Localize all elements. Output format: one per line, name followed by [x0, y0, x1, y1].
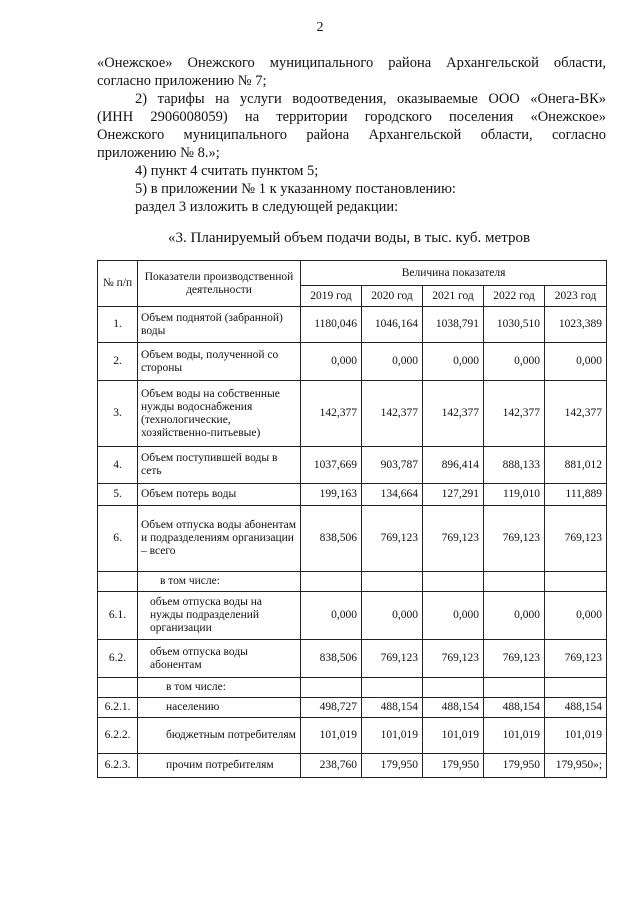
row-num: 6.2.1. [98, 698, 138, 718]
paragraph-line: 2) тарифы на услуги водоотведения, оказываемые ООО «Онега-ВК» [135, 91, 606, 107]
row-value [423, 572, 484, 592]
table-row [98, 506, 607, 572]
header-num: № п/п [98, 261, 138, 307]
paragraph-line: Онежского муниципального района Архангельской области, согласно [97, 127, 606, 143]
row-label: объем отпуска воды на нужды подразделений организации [138, 592, 301, 640]
row-num: 1. [98, 307, 138, 343]
row-value: 896,414 [423, 447, 484, 484]
header-value-group: Величина показателя [301, 261, 607, 286]
row-value: 238,760 [301, 754, 362, 778]
row-value: 769,123 [362, 640, 423, 678]
row-value: 0,000 [423, 592, 484, 640]
row-value: 1023,389 [545, 307, 607, 343]
row-value: 888,133 [484, 447, 545, 484]
paragraph-line: 5) в приложении № 1 к указанному постановлению: [135, 181, 456, 197]
row-label: объем отпуска воды абонентам [138, 640, 301, 678]
row-value: 769,123 [484, 640, 545, 678]
row-value: 769,123 [423, 640, 484, 678]
table-row [98, 484, 607, 506]
row-value [362, 572, 423, 592]
row-value: 119,010 [484, 484, 545, 506]
table-row [98, 307, 607, 343]
row-value: 769,123 [362, 506, 423, 572]
row-value: 838,506 [301, 506, 362, 572]
row-value: 1046,164 [362, 307, 423, 343]
table-header-row [98, 261, 607, 286]
row-value: 0,000 [362, 592, 423, 640]
row-value: 769,123 [545, 506, 607, 572]
row-value: 0,000 [484, 343, 545, 381]
row-value: 101,019 [423, 718, 484, 754]
table-row [98, 572, 607, 592]
row-label: населению [138, 698, 301, 718]
row-value: 142,377 [484, 381, 545, 447]
table-row [98, 698, 607, 718]
row-label: Объем воды на собственные нужды водоснабжения (технологические, хозяйственно-питьевые) [138, 381, 301, 447]
row-value: 142,377 [362, 381, 423, 447]
row-value: 179,950 [423, 754, 484, 778]
row-value [545, 572, 607, 592]
header-year: 2022 год [484, 286, 545, 307]
row-value: 838,506 [301, 640, 362, 678]
row-num: 6.2.3. [98, 754, 138, 778]
row-value: 769,123 [545, 640, 607, 678]
page-number: 2 [316, 20, 324, 35]
row-value: 488,154 [545, 698, 607, 718]
row-num: 6.2.2. [98, 718, 138, 754]
row-num: 5. [98, 484, 138, 506]
row-value: 1037,669 [301, 447, 362, 484]
row-value: 142,377 [301, 381, 362, 447]
row-value: 101,019 [484, 718, 545, 754]
row-value: 199,163 [301, 484, 362, 506]
row-value: 881,012 [545, 447, 607, 484]
paragraph-line: 4) пункт 4 считать пунктом 5; [135, 163, 319, 179]
header-year: 2019 год [301, 286, 362, 307]
header-year: 2021 год [423, 286, 484, 307]
table-row [98, 718, 607, 754]
paragraph-line: (ИНН 2906008059) на территории городского поселения «Онежское» [97, 109, 606, 125]
table-row [98, 447, 607, 484]
row-value: 488,154 [362, 698, 423, 718]
row-value: 134,664 [362, 484, 423, 506]
row-value: 488,154 [423, 698, 484, 718]
table-row [98, 678, 607, 698]
row-value [301, 572, 362, 592]
row-value: 142,377 [545, 381, 607, 447]
row-value: 101,019 [545, 718, 607, 754]
row-value: 0,000 [545, 343, 607, 381]
water-supply-table [97, 260, 607, 778]
row-value [301, 678, 362, 698]
row-label: в том числе: [138, 678, 301, 698]
row-label: Объем отпуска воды абонентам и подразделениям организации – всего [138, 506, 301, 572]
row-num: 6.2. [98, 640, 138, 678]
row-value: 769,123 [423, 506, 484, 572]
header-year: 2020 год [362, 286, 423, 307]
row-num [98, 572, 138, 592]
row-label: Объем поступившей воды в сеть [138, 447, 301, 484]
row-value: 488,154 [484, 698, 545, 718]
row-value: 1180,046 [301, 307, 362, 343]
row-label: Объем поднятой (забранной) воды [138, 307, 301, 343]
table-row [98, 592, 607, 640]
row-num: 4. [98, 447, 138, 484]
row-num: 6.1. [98, 592, 138, 640]
paragraph-line: раздел 3 изложить в следующей редакции: [135, 199, 399, 215]
row-value: 179,950 [484, 754, 545, 778]
row-value: 769,123 [484, 506, 545, 572]
row-value: 0,000 [362, 343, 423, 381]
row-value: 142,377 [423, 381, 484, 447]
row-num: 3. [98, 381, 138, 447]
row-value: 111,889 [545, 484, 607, 506]
paragraph-line: согласно приложению № 7; [97, 73, 267, 89]
table-row [98, 381, 607, 447]
row-value: 0,000 [301, 592, 362, 640]
row-value [423, 678, 484, 698]
row-value: 1030,510 [484, 307, 545, 343]
paragraph-line: приложению № 8.»; [97, 145, 220, 161]
row-value: 1038,791 [423, 307, 484, 343]
row-value [484, 572, 545, 592]
row-num: 2. [98, 343, 138, 381]
row-num: 6. [98, 506, 138, 572]
row-value: 101,019 [301, 718, 362, 754]
row-value: 0,000 [301, 343, 362, 381]
row-value: 498,727 [301, 698, 362, 718]
row-value: 0,000 [545, 592, 607, 640]
header-indicator: Показатели производственной деятельности [138, 261, 301, 307]
row-value: 127,291 [423, 484, 484, 506]
paragraph-line: «Онежское» Онежского муниципального района Архангельской области, [97, 55, 606, 71]
row-label: в том числе: [138, 572, 301, 592]
row-label: Объем потерь воды [138, 484, 301, 506]
table-row [98, 343, 607, 381]
row-value: 101,019 [362, 718, 423, 754]
header-year: 2023 год [545, 286, 607, 307]
table-row [98, 754, 607, 778]
table-row [98, 640, 607, 678]
row-label: прочим потребителям [138, 754, 301, 778]
row-value: 179,950 [362, 754, 423, 778]
row-label: Объем воды, полученной со стороны [138, 343, 301, 381]
row-num [98, 678, 138, 698]
row-value: 0,000 [484, 592, 545, 640]
row-value [362, 678, 423, 698]
table-title: «3. Планируемый объем подачи воды, в тыс. куб. метров [168, 230, 531, 246]
row-value: 0,000 [423, 343, 484, 381]
row-value [484, 678, 545, 698]
row-label: бюджетным потребителям [138, 718, 301, 754]
row-value [545, 678, 607, 698]
row-value: 903,787 [362, 447, 423, 484]
row-value: 179,950»; [545, 754, 607, 778]
